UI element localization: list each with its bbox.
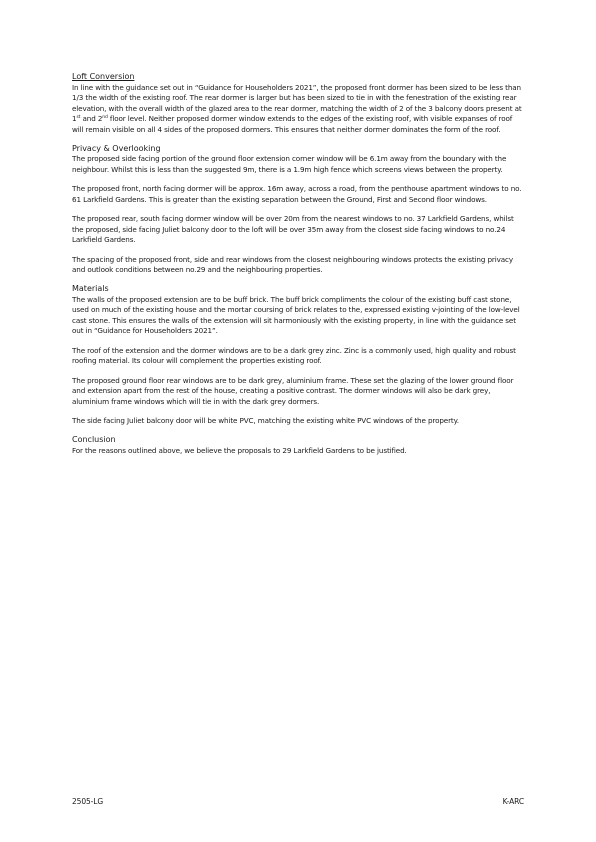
section-heading: Loft Conversion [72, 72, 135, 81]
section-heading: Conclusion [72, 435, 116, 444]
paragraph: The proposed ground floor rear windows are to be dark grey, aluminium frame. These set the glazing of the lower ground floor and extension apart from the rest of the house, creating a positive contrast. The dormer windows will also be dark grey, aluminium frame windows which will tie in with the dark grey dormers. [72, 375, 514, 406]
footer-company: K-ARC [502, 797, 524, 806]
paragraph: The side facing Juliet balcony door will be white PVC, matching the existing white PVC windows of the property. [72, 416, 459, 425]
section-privacy-overlooking [72, 144, 524, 276]
document-body [72, 72, 524, 465]
paragraph: In line with the guidance set out in “Guidance for Householders 2021”, the proposed front dormer has been sized to be less than 1/3 the width of the existing roof. The rear dormer is larger but has been sized to tie in with the fenestration of the existing rear elevation, with the overall width of the glazed area to the rear dormer, matching the width of 2 of the 3 balcony doors present at 1st and 2nd floor level. Neither proposed dormer window extends to the edges of the existing roof, with visible expanses of roof will remain visible on all 4 sides of the proposed dormers. This ensures that neither dormer dominates the form of the roof. [72, 82, 522, 134]
paragraph: For the reasons outlined above, we believe the proposals to 29 Larkfield Gardens to be justified. [72, 445, 407, 455]
paragraph: The proposed rear, south facing dormer window will be over 20m from the nearest windows to no. 37 Larkfield Gardens, whilst the proposed, side facing Juliet balcony door to the loft will be over 35m away from the closest side facing windows to no.24 Larkfield Gardens. [72, 214, 514, 244]
paragraph: The walls of the proposed extension are to be buff brick. The buff brick compliments the colour of the existing buff cast stone, used on much of the existing house and the mortar coursing of brick relates to the, expressed existing v-jointing of the low-level cast stone. This ensures the walls of the extension will sit harmoniously with the existing property, in line with the guidance set out in “Guidance for Householders 2021”. [72, 294, 520, 335]
footer-reference: 2505-LG [72, 797, 104, 806]
ordinal-suffix: st [76, 115, 81, 120]
paragraph: The roof of the extension and the dormer windows are to be a dark grey zinc. Zinc is a commonly used, high quality and robust roofing material. Its colour will complement the properties existing roof. [72, 345, 516, 365]
section-materials [72, 284, 524, 427]
section-heading: Materials [72, 284, 109, 293]
paragraph: The proposed side facing portion of the ground floor extension corner window will be 6.1m away from the boundary with the neighbour. Whilst this is less than the suggested 9m, there is a 1.9m high fence which screens views between the property. [72, 154, 507, 174]
section-loft-conversion [72, 72, 524, 135]
paragraph: The spacing of the proposed front, side and rear windows from the closest neighbouring windows protects the existing privacy and outlook conditions between no.29 and the neighbouring properties. [72, 254, 513, 274]
ordinal-suffix: nd [102, 115, 108, 120]
section-heading: Privacy & Overlooking [72, 143, 161, 153]
paragraph: The proposed front, north facing dormer will be approx. 16m away, across a road, from the penthouse apartment windows to no. 61 Larkfield Gardens. This is greater than the existing separation between the Ground, First and Second floor windows. [72, 184, 522, 204]
section-conclusion [72, 435, 524, 456]
